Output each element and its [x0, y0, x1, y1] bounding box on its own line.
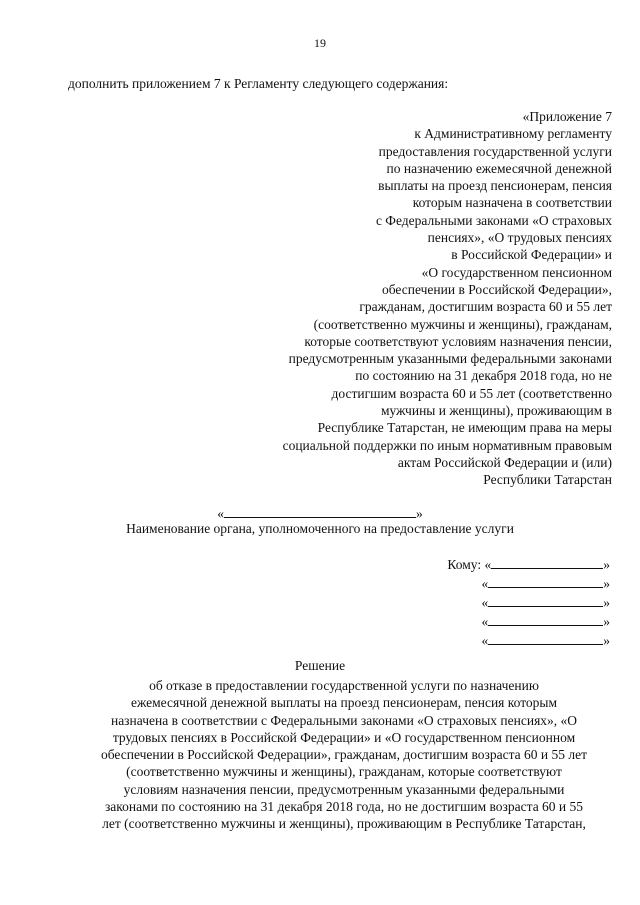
recipient-open-quote: « [481, 595, 489, 610]
recipient-block [390, 555, 610, 650]
appendix-line: достигшим возраста 60 и 55 лет (соответственно [331, 385, 612, 401]
recipient-line [390, 555, 610, 574]
appendix-line: которым назначена в соответствии [412, 195, 612, 211]
org-name-field [0, 504, 640, 522]
recipient-open-quote: « [481, 614, 489, 629]
appendix-line: мужчины и женщины), проживающим в [380, 403, 612, 419]
recipient-blank [488, 593, 603, 607]
appendix-line: гражданам, достигшим возраста 60 и 55 лет [359, 299, 612, 315]
appendix-line: Республики Татарстан [483, 472, 612, 488]
decision-line: трудовых пенсиях в Российской Федерации» и «О государственном пенсионном [112, 729, 576, 745]
appendix-line: которые соответствуют условиям назначения пенсии, [304, 333, 612, 349]
appendix-line: к Административному регламенту [414, 126, 612, 142]
recipient-open-quote: « [481, 633, 489, 648]
recipient-close-quote: » [603, 557, 610, 572]
org-name-caption: Наименование органа, уполномоченного на предоставление услуги [126, 521, 514, 536]
page-number: 19 [314, 36, 326, 50]
decision-line: (соответственно мужчины и женщины), гражданам, которые соответствуют [126, 764, 562, 780]
org-name-blank [224, 504, 416, 518]
org-open-quote: « [217, 506, 224, 521]
recipient-close-quote: » [603, 576, 610, 591]
decision-line: условиям назначения пенсии, предусмотренным указанными федеральными [123, 781, 565, 797]
appendix-line: социальной поддержки по иным нормативным правовым [282, 437, 612, 453]
appendix-line: по назначению ежемесячной денежной [386, 160, 612, 176]
appendix-line: пенсиях», «О трудовых пенсиях [427, 230, 612, 246]
appendix-line: актам Российской Федерации и (или) [397, 454, 612, 470]
recipient-line [390, 612, 610, 631]
recipient-blank [488, 612, 603, 626]
decision-line: ежемесячной денежной выплаты на проезд пенсионерам, пенсия которым [130, 695, 558, 711]
appendix-header [192, 108, 612, 489]
decision-line: лет (соответственно мужчины и женщины), проживающим в Республике Татарстан, [102, 816, 586, 832]
appendix-line: в Российской Федерации» и [451, 247, 612, 263]
recipient-line [390, 593, 610, 612]
recipient-blank [491, 555, 603, 569]
recipient-blank [488, 574, 603, 588]
appendix-line: с Федеральными законами «О страховых [375, 212, 612, 228]
decision-line: об отказе в предоставлении государственной услуги по назначению [149, 678, 539, 693]
recipient-open-quote: « [484, 557, 492, 572]
decision-title: Решение [294, 658, 346, 673]
recipient-label: Кому: [447, 557, 482, 572]
decision-line: обеспечении в Российской Федерации», гражданам, достигшим возраста 60 и 55 лет [100, 747, 587, 763]
appendix-line: обеспечении в Российской Федерации», [381, 281, 612, 297]
appendix-line: (соответственно мужчины и женщины), гражданам, [313, 316, 612, 332]
recipient-line [390, 631, 610, 650]
recipient-close-quote: » [603, 633, 610, 648]
appendix-line: предоставления государственной услуги [378, 143, 612, 159]
recipient-close-quote: » [603, 595, 610, 610]
appendix-line: выплаты на проезд пенсионерам, пенсия [378, 178, 612, 194]
decision-line: назначена в соответствии с Федеральными законами «О страховых пенсиях», «О [110, 712, 578, 728]
appendix-line: «О государственном пенсионном [421, 264, 612, 280]
recipient-open-quote: « [481, 576, 489, 591]
decision-line: законами по состоянию на 31 декабря 2018 года, но не достигшим возраста 60 и 55 [104, 799, 584, 815]
appendix-line: по состоянию на 31 декабря 2018 года, но не [355, 368, 612, 384]
org-close-quote: » [416, 506, 423, 521]
recipient-line [390, 574, 610, 593]
intro-text: дополнить приложением 7 к Регламенту следующего содержания: [68, 76, 449, 91]
appendix-line: предусмотренным указанными федеральными законами [288, 351, 612, 367]
appendix-line: Республике Татарстан, не имеющим права на меры [317, 420, 612, 436]
recipient-close-quote: » [603, 614, 610, 629]
recipient-blank [488, 631, 603, 645]
appendix-line: «Приложение 7 [522, 109, 612, 124]
decision-body [84, 677, 604, 833]
